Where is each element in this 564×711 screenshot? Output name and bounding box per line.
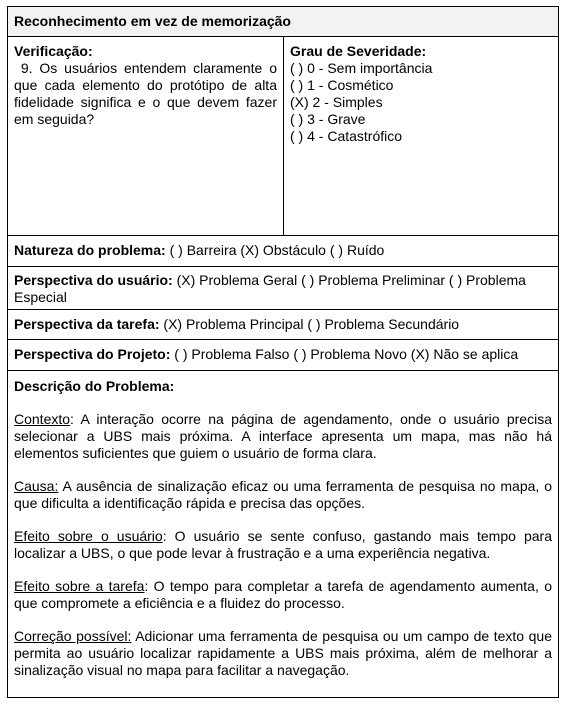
project-perspective-label: Perspectiva do Projeto: bbox=[14, 346, 171, 362]
problem-description-label: Descrição do Problema: bbox=[14, 378, 175, 394]
section-heading: Contexto bbox=[14, 411, 71, 427]
description-section-context: Contexto: A interação ocorre na página de agendamento, onde o usuário precisa selecionar a UBS mais próxima. A interface apresenta um mapa, mas não há elementos suficientes que guiem o usuário de forma clara. bbox=[14, 411, 552, 461]
section-heading: Efeito sobre a tarefa bbox=[14, 578, 145, 594]
table-title: Reconhecimento em vez de memorização bbox=[14, 13, 291, 29]
problem-nature-row bbox=[8, 236, 558, 267]
verification-label: Verificação: bbox=[14, 43, 93, 59]
description-section-user-effect: Efeito sobre o usuário: O usuário se sente confuso, gastando mais tempo para localizar a UBS, o que pode levar à frustração e a uma experiência negativa. bbox=[14, 528, 552, 561]
section-text: O usuário se sente confuso, gastando mais tempo para localizar a UBS, o que pode levar à frustração e a uma experiência negativa. bbox=[14, 528, 552, 561]
verification-cell bbox=[8, 37, 284, 235]
problem-nature-value: ( ) Barreira (X) Obstáculo ( ) Ruído bbox=[165, 242, 385, 258]
section-heading: Causa: bbox=[14, 478, 59, 494]
section-heading: Correção possível: bbox=[14, 628, 132, 644]
severity-cell bbox=[284, 37, 558, 235]
heuristic-evaluation-table bbox=[7, 6, 559, 698]
section-text: A interação ocorre na página de agendamento, onde o usuário precisa selecionar a UBS mais próxima. A interface apresenta um mapa, mas não há elementos suficientes que guiem o usuário de forma clara. bbox=[14, 411, 552, 461]
user-perspective-row bbox=[8, 267, 558, 310]
section-text: Adicionar uma ferramenta de pesquisa ou um campo de texto que permita ao usuário localizar rapidamente a UBS mais próxima, além de melhorar a sinalização visual no mapa para facilitar a navegação. bbox=[14, 628, 552, 678]
task-perspective-label: Perspectiva da tarefa: bbox=[14, 316, 160, 332]
severity-option: ( ) 3 - Grave bbox=[290, 111, 366, 127]
task-perspective-value: (X) Problema Principal ( ) Problema Secundário bbox=[159, 316, 460, 332]
severity-option: ( ) 1 - Cosmético bbox=[290, 77, 394, 93]
severity-label: Grau de Severidade: bbox=[290, 43, 427, 59]
section-text: A ausência de sinalização eficaz ou uma ferramenta de pesquisa no mapa, o que dificulta a identificação rápida e precisa das opções. bbox=[14, 478, 552, 511]
severity-option: ( ) 4 - Catastrófico bbox=[290, 128, 403, 144]
severity-option: ( ) 0 - Sem importância bbox=[290, 60, 433, 76]
section-heading: Efeito sobre o usuário bbox=[14, 528, 163, 544]
problem-nature-label: Natureza do problema: bbox=[14, 242, 166, 258]
task-perspective-row bbox=[8, 310, 558, 340]
description-section-task-effect: Efeito sobre a tarefa: O tempo para completar a tarefa de agendamento aumenta, o que compromete a eficiência e a fluidez do processo. bbox=[14, 578, 552, 611]
user-perspective-label: Perspectiva do usuário: bbox=[14, 272, 173, 288]
severity-option: (X) 2 - Simples bbox=[290, 94, 383, 110]
problem-description-row bbox=[8, 371, 558, 697]
verification-question: 9. Os usuários entendem claramente o que cada elemento do protótipo de alta fidelidade significa e o que devem fazer em seguida? bbox=[14, 60, 281, 127]
verification-severity-row bbox=[8, 37, 558, 236]
project-perspective-value: ( ) Problema Falso ( ) Problema Novo (X) Não se aplica bbox=[170, 346, 519, 362]
section-text: O tempo para completar a tarefa de agendamento aumenta, o que compromete a eficiência e a fluidez do processo. bbox=[14, 578, 552, 611]
project-perspective-row bbox=[8, 340, 558, 371]
description-section-fix bbox=[14, 628, 552, 679]
table-title-row bbox=[8, 7, 558, 37]
description-section-cause bbox=[14, 478, 552, 512]
user-perspective-value: (X) Problema Geral ( ) Problema Preliminar ( ) Problema Especial bbox=[14, 272, 530, 305]
